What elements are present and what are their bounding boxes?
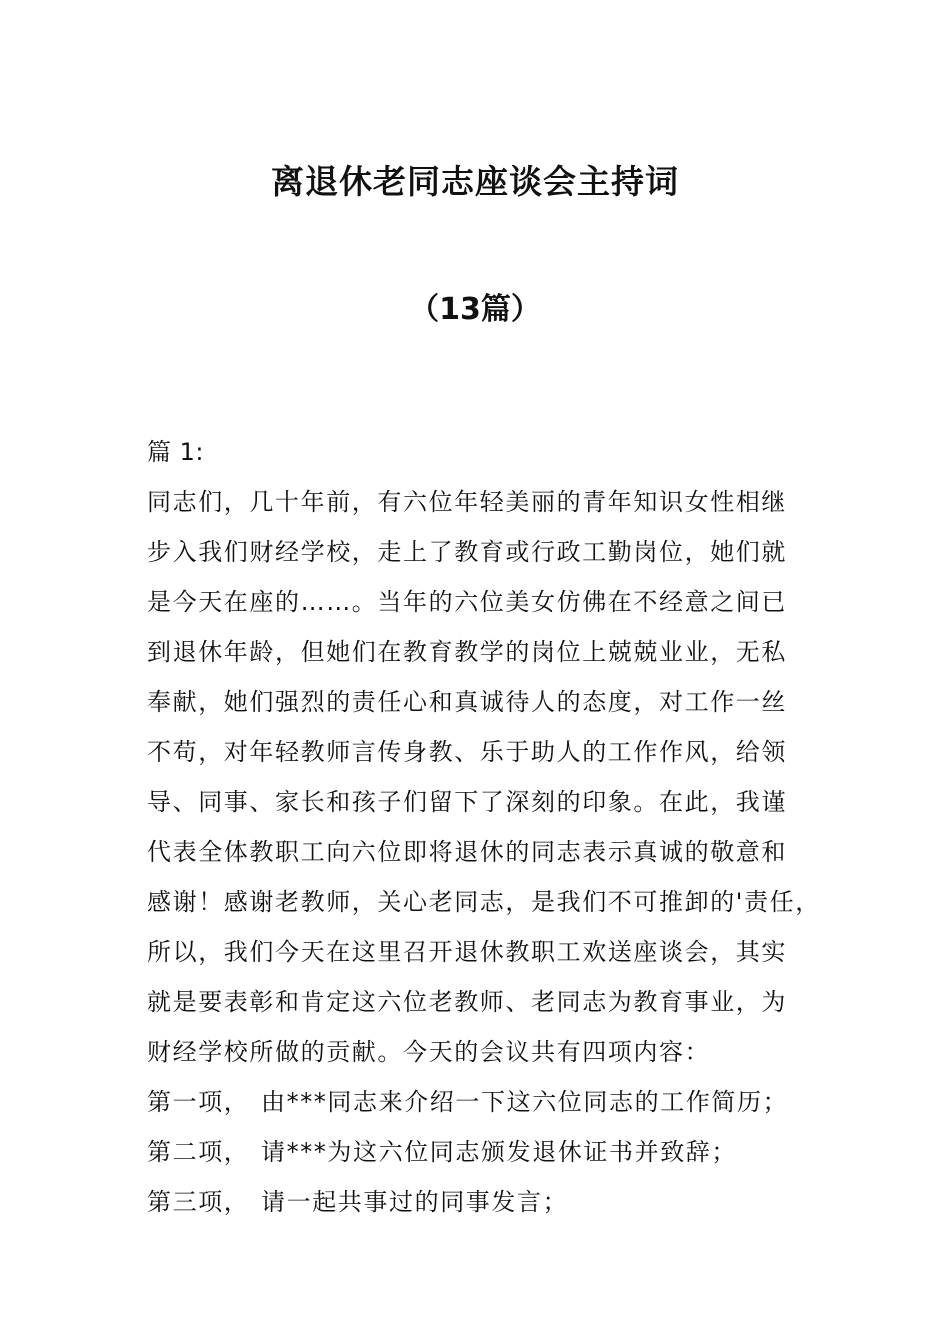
paragraph-line: 同志们，几十年前，有六位年轻美丽的青年知识女性相继: [147, 488, 787, 516]
paragraph-line: 步入我们财经学校，走上了教育或行政工勤岗位，她们就: [147, 538, 787, 566]
paragraph-line: 财经学校所做的贡献。今天的会议共有四项内容：: [147, 1038, 711, 1066]
paragraph-line: 代表全体教职工向六位即将退休的同志表示真诚的敬意和: [147, 838, 787, 866]
agenda-item-label: 第三项，: [147, 1188, 250, 1216]
agenda-item-text: 请一起共事过的同事发言；: [261, 1188, 569, 1216]
agenda-item-label: 第一项，: [147, 1088, 250, 1116]
paragraph-line: 到退休年龄，但她们在教育教学的岗位上兢兢业业，无私: [147, 638, 787, 666]
document-title: 离退休老同志座谈会主持词: [271, 162, 679, 201]
paragraph-line: 感谢！感谢老教师，关心老同志，是我们不可推卸的'责任，: [147, 888, 821, 916]
paragraph-line: 就是要表彰和肯定这六位老教师、老同志为教育事业，为: [147, 988, 787, 1016]
agenda-item-text: 请***为这六位同志颁发退休证书并致辞；: [261, 1138, 737, 1166]
paragraph-line: 奉献，她们强烈的责任心和真诚待人的态度，对工作一丝: [147, 688, 787, 716]
document-subtitle: （13篇）: [409, 292, 541, 327]
section-heading: 篇 1:: [147, 438, 204, 466]
paragraph-line: 所以，我们今天在这里召开退休教职工欢送座谈会，其实: [147, 938, 787, 966]
paragraph-line: 不苟，对年轻教师言传身教、乐于助人的工作作风，给领: [147, 738, 787, 766]
agenda-item-text: 由***同志来介绍一下这六位同志的工作简历；: [261, 1088, 789, 1116]
agenda-item-label: 第二项，: [147, 1138, 250, 1166]
paragraph-line: 是今天在座的……。当年的六位美女仿佛在不经意之间已: [147, 588, 787, 616]
agenda-item: [147, 1077, 847, 1127]
document-body: [147, 427, 847, 1227]
paragraph-line: 导、同事、家长和孩子们留下了深刻的印象。在此，我谨: [147, 788, 787, 816]
agenda-item: [147, 1127, 847, 1177]
agenda-item: [147, 1177, 847, 1227]
